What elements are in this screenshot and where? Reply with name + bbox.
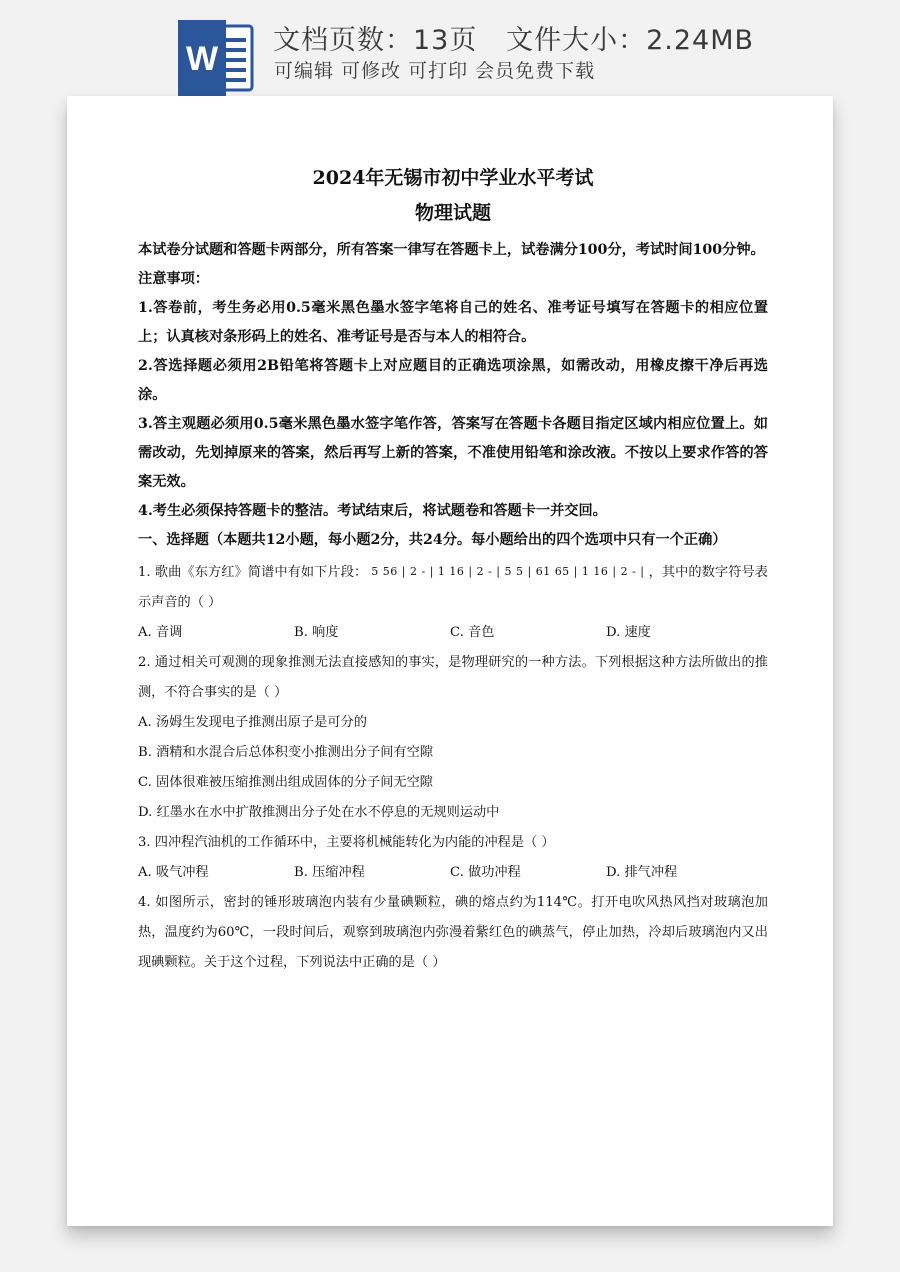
question-1-suffix: ，其中的数字符号表示声音的（ ） xyxy=(138,565,768,610)
question-1-prefix: 1. 歌曲《东方红》简谱中有如下片段： xyxy=(138,565,368,580)
question-1-options xyxy=(138,618,768,648)
download-banner xyxy=(0,0,900,100)
option-c: C. 固体很难被压缩推测出组成固体的分子间无空隙 xyxy=(138,775,433,790)
option-a: A. 吸气冲程 xyxy=(138,865,209,880)
music-notation: 5 56 | 2 - | 1 16 | 2 - | 5 5 | 61 65 | 1 16 | 2 - | xyxy=(371,565,645,578)
option-d: D. 速度 xyxy=(606,625,651,640)
option-b: B. 压缩冲程 xyxy=(294,865,365,880)
word-document-icon xyxy=(178,20,258,96)
intro-paragraph: 本试卷分试题和答题卡两部分，所有答案一律写在答题卡上，试卷满分100分，考试时间100分钟。 xyxy=(138,242,765,258)
option-c: C. 音色 xyxy=(450,625,495,640)
option-b: B. 酒精和水混合后总体积变小推测出分子间有空隙 xyxy=(138,745,434,760)
notice-heading: 注意事项： xyxy=(138,271,209,287)
notice-item-3: 3.答主观题必须用0.5毫米黑色墨水签字笔作答，答案写在答题卡各题目指定区域内相应位置上。如需改动，先划掉原来的答案，然后再写上新的答案，不准使用铅笔和涂改液。不按以上要求作答的答案无效。 xyxy=(138,416,768,490)
file-info-line: 文档页数：13页 文件大小：2.24MB xyxy=(273,25,755,56)
option-a: A. 汤姆生发现电子推测出原子是可分的 xyxy=(138,715,367,730)
question-2: 2. 通过相关可观测的现象推测无法直接感知的事实，是物理研究的一种方法。下列根据这种方法所做出的推测，不符合事实的是（ ） xyxy=(138,655,768,700)
exam-subtitle: 物理试题 xyxy=(414,202,491,224)
option-c: C. 做功冲程 xyxy=(450,865,521,880)
question-4: 4. 如图所示，密封的锤形玻璃泡内装有少量碘颗粒，碘的熔点约为114℃。打开电吹风热风挡对玻璃泡加热，温度约为60℃，一段时间后，观察到玻璃泡内弥漫着紫红色的碘蒸气，停止加热，冷却后玻璃泡内又出现碘颗粒。关于这个过程，下列说法中正确的是（ ） xyxy=(138,895,768,970)
exam-title: 2024年无锡市初中学业水平考试 xyxy=(312,167,594,189)
question-3: 3. 四冲程汽油机的工作循环中，主要将机械能转化为内能的冲程是（ ） xyxy=(138,835,555,850)
document-page xyxy=(67,96,833,1226)
option-d: D. 排气冲程 xyxy=(606,865,678,880)
svg-text:W: W xyxy=(185,40,219,78)
features-line: 可编辑 可修改 可打印 会员免费下载 xyxy=(274,60,596,82)
option-a: A. 音调 xyxy=(138,625,183,640)
question-1 xyxy=(138,557,768,618)
notice-item-1: 1.答卷前，考生务必用0.5毫米黑色墨水签字笔将自己的姓名、准考证号填写在答题卡的相应位置上；认真核对条形码上的姓名、准考证号是否与本人的相符合。 xyxy=(138,300,768,345)
notice-item-2: 2.答选择题必须用2B铅笔将答题卡上对应题目的正确选项涂黑，如需改动，用橡皮擦干净后再选涂。 xyxy=(138,358,768,403)
option-d: D. 红墨水在水中扩散推测出分子处在水不停息的无规则运动中 xyxy=(138,805,500,820)
section-heading: 一、选择题（本题共12小题，每小题2分，共24分。每小题给出的四个选项中只有一个正确） xyxy=(138,532,727,548)
option-b: B. 响度 xyxy=(294,625,339,640)
document-content xyxy=(138,160,768,978)
notice-item-4: 4.考生必须保持答题卡的整洁。考试结束后，将试题卷和答题卡一并交回。 xyxy=(138,503,607,519)
question-3-options xyxy=(138,858,768,888)
